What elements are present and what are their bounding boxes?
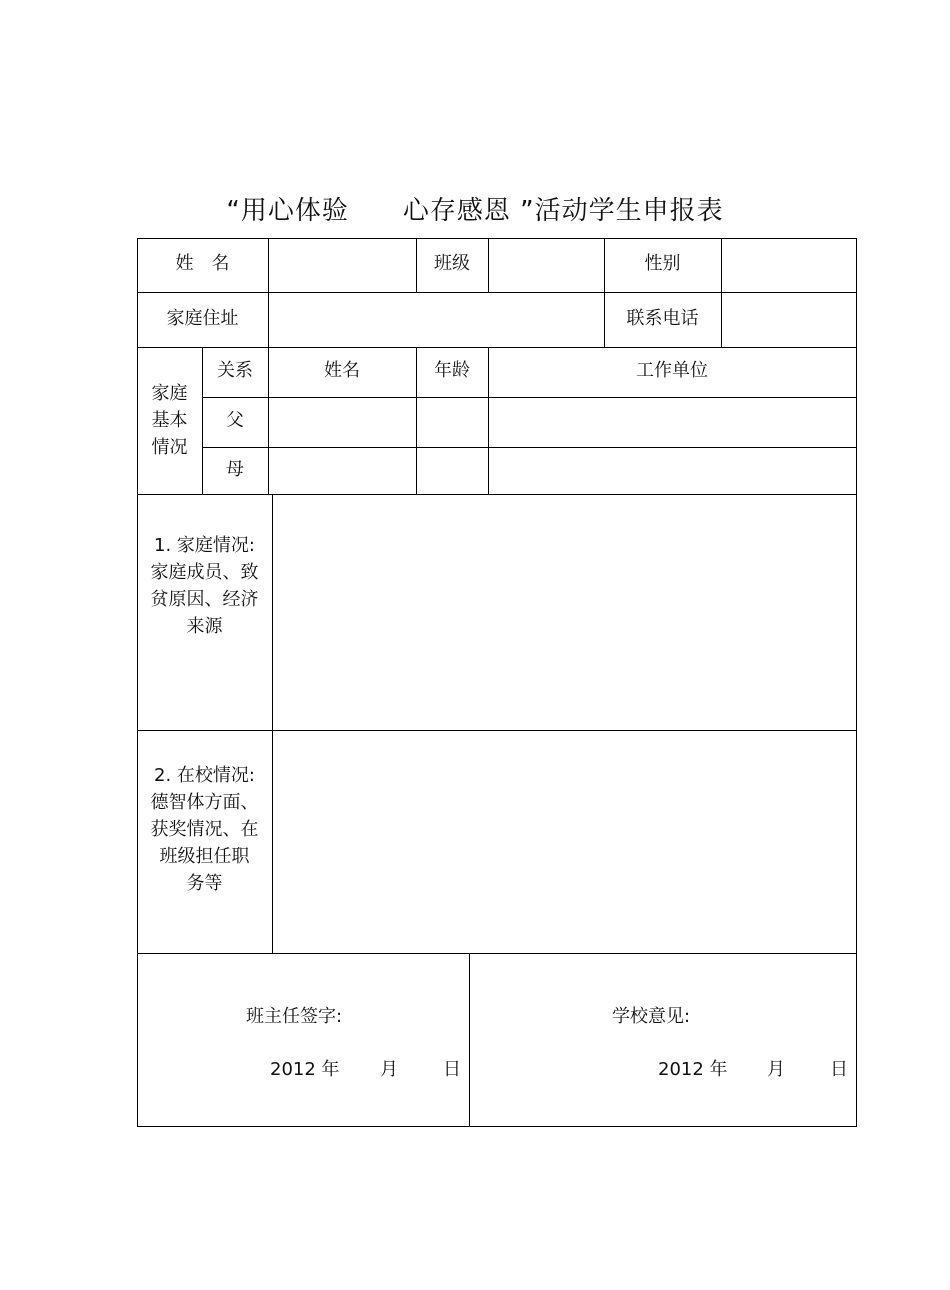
school-situation-label bbox=[137, 762, 272, 897]
father-workplace-field[interactable] bbox=[489, 398, 856, 447]
family-section-line1: 家庭 bbox=[151, 383, 188, 404]
school-date-year: 2012 年 bbox=[658, 1059, 728, 1080]
school-opinion-label: 学校意见: bbox=[612, 1006, 691, 1027]
section1-line4: 来源 bbox=[186, 616, 223, 637]
mother-age-field[interactable] bbox=[417, 448, 488, 494]
age-header: 年龄 bbox=[434, 360, 470, 381]
section2-line4: 班级担任职 bbox=[159, 846, 250, 867]
father-label: 父 bbox=[226, 410, 244, 431]
title-part2: 心存感恩 bbox=[402, 196, 511, 226]
section2-line2: 德智体方面、 bbox=[150, 792, 259, 813]
family-name-header: 姓名 bbox=[324, 360, 360, 381]
family-situation-label bbox=[137, 532, 272, 640]
father-age-field[interactable] bbox=[417, 398, 488, 447]
family-section-label bbox=[137, 380, 202, 461]
title-part3: 活动学生申报表 bbox=[534, 196, 724, 226]
name-field[interactable] bbox=[269, 239, 416, 292]
class-field[interactable] bbox=[489, 239, 604, 292]
family-situation-field[interactable] bbox=[273, 495, 856, 730]
gender-label: 性别 bbox=[644, 253, 681, 274]
mother-label: 母 bbox=[226, 459, 244, 480]
phone-label: 联系电话 bbox=[626, 308, 699, 329]
school-situation-field[interactable] bbox=[273, 731, 856, 953]
section1-line2: 家庭成员、致 bbox=[150, 562, 259, 583]
section2-line3: 获奖情况、在 bbox=[150, 819, 259, 840]
address-field[interactable] bbox=[269, 293, 604, 347]
school-opinion-area[interactable] bbox=[470, 954, 856, 1126]
family-section-line3: 情况 bbox=[151, 437, 188, 458]
title-close-quote: ” bbox=[520, 196, 535, 226]
school-date-day: 日 bbox=[830, 1059, 848, 1080]
mother-workplace-field[interactable] bbox=[489, 448, 856, 494]
title-open-quote: “ bbox=[226, 196, 241, 226]
teacher-date-month: 月 bbox=[380, 1059, 398, 1080]
father-name-field[interactable] bbox=[269, 398, 416, 447]
title-part1: 用心体验 bbox=[240, 196, 349, 226]
teacher-date-day: 日 bbox=[443, 1059, 461, 1080]
name-label: 姓 名 bbox=[175, 253, 230, 274]
section1-line3: 贫原因、经济 bbox=[150, 589, 259, 610]
phone-field[interactable] bbox=[722, 293, 856, 347]
teacher-date-year: 2012 年 bbox=[270, 1059, 340, 1080]
teacher-signature-label: 班主任签字: bbox=[246, 1006, 343, 1027]
class-label: 班级 bbox=[434, 253, 470, 274]
mother-name-field[interactable] bbox=[269, 448, 416, 494]
address-label: 家庭住址 bbox=[166, 308, 239, 329]
teacher-signature-area[interactable] bbox=[138, 954, 469, 1126]
section2-line5: 务等 bbox=[186, 873, 223, 894]
school-date-month: 月 bbox=[767, 1059, 785, 1080]
relation-header: 关系 bbox=[217, 360, 253, 381]
page-title bbox=[0, 190, 950, 227]
gender-field[interactable] bbox=[722, 239, 856, 292]
section1-line1: 1. 家庭情况: bbox=[154, 535, 255, 556]
section2-line1: 2. 在校情况: bbox=[154, 765, 255, 786]
workplace-header: 工作单位 bbox=[636, 360, 708, 381]
family-section-line2: 基本 bbox=[151, 410, 188, 431]
